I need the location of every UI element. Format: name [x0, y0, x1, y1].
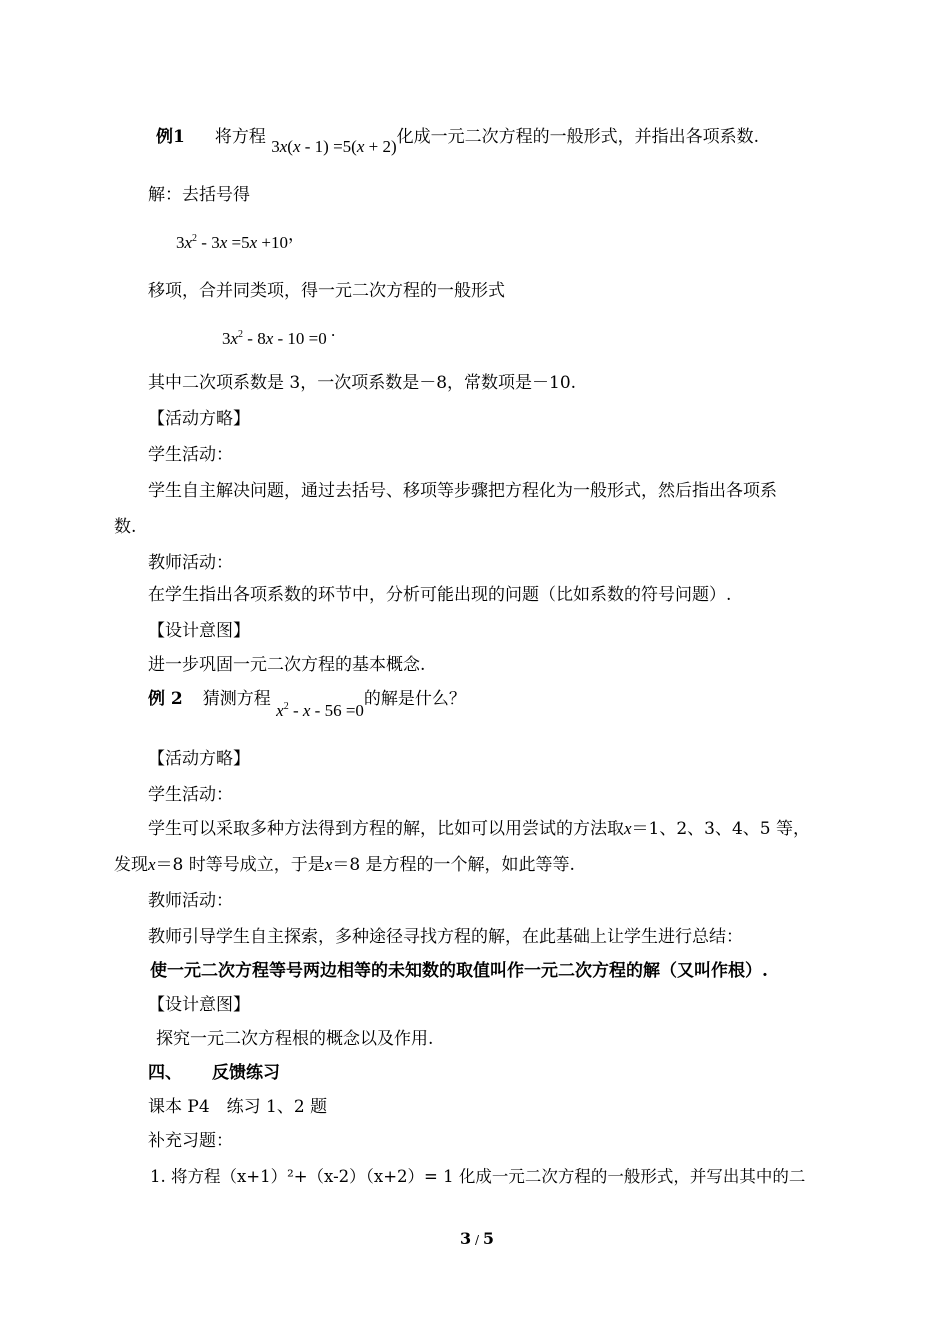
student-activity-text: 学生自主解决问题，通过去括号、移项等步骤把方程化为一般形式，然后指出各项系: [148, 481, 777, 501]
student-activity-text-cont: 数.: [114, 517, 137, 537]
activity-strategy-heading-2: 【活动方略】: [148, 749, 250, 769]
page-current: 3: [460, 1229, 472, 1248]
example1-text-a: 将方程: [214, 127, 266, 147]
example2-equation: $x^2 - x - 56 =0$: [276, 701, 364, 720]
teacher-activity-text-2: 教师引导学生自主探索，多种途径寻找方程的解，在此基础上让学生进行总结：: [148, 927, 743, 947]
example2-label: 例 2: [148, 689, 183, 709]
exercise-1: 1. 将方程（x+1）²+（x-2）（x+2）= 1 化成一元二次方程的一般形式，并写出其中的二: [150, 1167, 806, 1186]
page-total: 5: [482, 1229, 494, 1248]
equation-expanded: $3x^2 - 3x =5x +10$，: [176, 225, 305, 252]
move-terms-text: 移项，合并同类项，得一元二次方程的一般形式: [148, 281, 505, 301]
student-activity-label: 学生活动：: [148, 445, 233, 465]
design-intent-text-2: 探究一元二次方程根的概念以及作用.: [156, 1029, 434, 1049]
coefficients-text: 其中二次项系数是 3，一次项系数是－8，常数项是－10.: [148, 373, 577, 393]
section-title: 反馈练习: [212, 1063, 280, 1083]
example2-text-b: 的解是什么？: [363, 689, 466, 709]
supplement-label: 补充习题：: [148, 1131, 233, 1151]
root-definition: 使一元二次方程等号两边相等的未知数的取值叫作一元二次方程的解（又叫作根）.: [150, 961, 768, 981]
student-activity-label-2: 学生活动：: [148, 785, 233, 805]
teacher-activity-text: 在学生指出各项系数的环节中，分析可能出现的问题（比如系数的符号问题）.: [148, 585, 732, 605]
example1-label: 例1: [156, 127, 185, 147]
activity-strategy-heading: 【活动方略】: [148, 409, 250, 429]
example2-line: [148, 688, 466, 720]
teacher-activity-label: 教师活动：: [148, 553, 233, 573]
section-number: 四、: [148, 1063, 182, 1083]
student-activity-text-2: 学生可以采取多种方法得到方程的解，比如可以用尝试的方法取x＝1、2、3、4、5 等，: [148, 819, 811, 839]
example2-text-a: 猜测方程: [202, 689, 271, 709]
teacher-activity-label-2: 教师活动：: [148, 891, 233, 911]
student-activity-text-2-cont: 发现x＝8 时等号成立，于是x＝8 是方程的一个解，如此等等.: [114, 855, 575, 875]
page-number: 3 / 5: [460, 1229, 494, 1248]
example1-text-b: 化成一元二次方程的一般形式，并指出各项系数.: [396, 127, 760, 147]
design-intent-text: 进一步巩固一元二次方程的基本概念.: [148, 655, 426, 675]
textbook-exercise: 课本 P4 练习 1、2 题: [148, 1097, 328, 1117]
design-intent-heading-2: 【设计意图】: [148, 995, 250, 1015]
solution-label: 解：去括号得: [148, 185, 250, 205]
equation-general-form: $3x^2 - 8x - 10 =0$ .: [222, 321, 336, 348]
design-intent-heading: 【设计意图】: [148, 621, 250, 641]
example1-line: [156, 126, 760, 156]
section-heading: [148, 1062, 280, 1084]
example1-equation: 3x(x - 1) =5(x + 2): [271, 137, 397, 156]
